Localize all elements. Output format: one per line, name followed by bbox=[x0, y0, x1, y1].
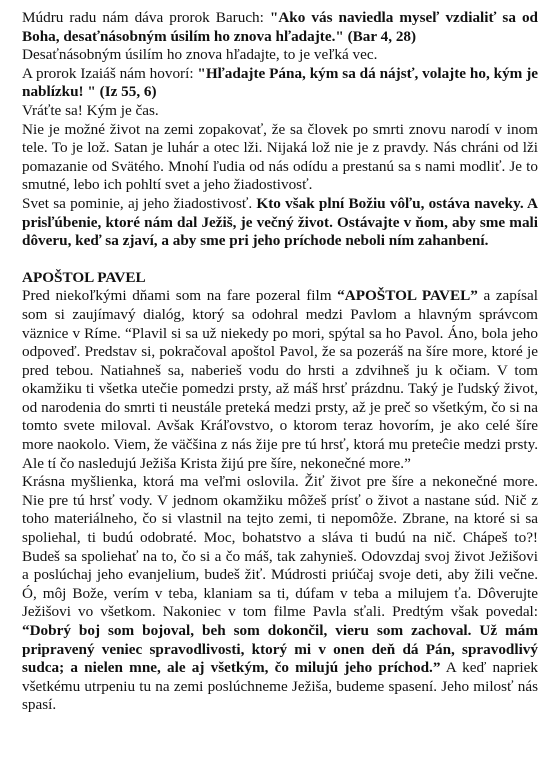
baruch-quote: "Ako vás naviedla myseľ vzdialiť sa od Boha, desaťnásobným úsilím ho znova hľadajte." (Bar 4, 28) bbox=[22, 9, 538, 45]
tenfold-effort-paragraph: Desaťnásobným úsilím ho znova hľadajte, to je veľká vec. bbox=[22, 46, 378, 64]
film-paragraph bbox=[22, 287, 538, 473]
baruch-paragraph bbox=[22, 9, 538, 46]
isaiah-intro-text: A prorok Izaiáš nám hovorí: bbox=[22, 64, 198, 82]
reincarnation-paragraph: Nie je možné život na zemi zopakovať, že sa človek po smrti znovu narodí v inom tele. To je lož. Satan je luhár a otec lži. Nijaká lož nie je z pravdy. Nás chráni od lži pomazanie od Svätého. Mnohí ľudia od nás odídu a prestanú sa s nami modliť. Je to smutné, lebo ich pohltí svet a jeho žiadostivosť. bbox=[22, 120, 538, 194]
return-paragraph: Vráťte sa! Kým je čas. bbox=[22, 101, 159, 119]
reflection-paragraph bbox=[22, 473, 538, 715]
film-intro-text: Pred niekoľkými dňami som na fare pozeral film bbox=[22, 287, 338, 305]
closing-text: A keď napriek všetkému utrpeniu tu na zemi poslúchneme Ježiša, budeme spasení. Jeho milosť nás spasí. bbox=[22, 659, 538, 714]
document-page bbox=[22, 9, 538, 715]
paul-quote: “Dobrý boj som bojoval, beh som dokončil, vieru som zachoval. Už mám pripravený veniec spravodlivosti, ktorý mi v onen deň dá Pán, spravodlivý sudca; a nielen mne, ale aj všetkým, čo milujú jeho príchod.” bbox=[22, 622, 538, 677]
isaiah-quote: "Hľadajte Pána, kým sa dá nájsť, volajte ho, kým je nablízku! " (Iz 55, 6) bbox=[22, 64, 538, 101]
section-heading: APOŠTOL PAVEL bbox=[22, 268, 146, 286]
world-passes-text: Svet sa pominie, aj jeho žiadostivosť. bbox=[22, 194, 257, 212]
section-spacer bbox=[22, 251, 538, 269]
isaiah-paragraph bbox=[22, 65, 538, 102]
world-passes-paragraph bbox=[22, 195, 538, 251]
baruch-intro-text: Múdru radu nám dáva prorok Baruch: bbox=[22, 9, 270, 26]
eternal-life-promise: Kto však plní Božiu vôľu, ostáva naveky. A prisľúbenie, ktoré nám dal Ježiš, je večný život. Ostávajte v ňom, aby sme mali dôveru, keď sa zjaví, a aby sme pri jeho príchode neboli ním zahanbení. bbox=[22, 194, 538, 250]
film-title: “APOŠTOL PAVEL” bbox=[337, 287, 478, 305]
reflection-text: Krásna myšlienka, ktorá ma veľmi oslovila. Žiť život pre šíre a nekonečné more. Nie pre tú hrsť vody. V jednom okamžiku môžeš prísť o život a nastane súd. Nič z toho materiálneho, čo si vlastnil na tejto zemi, ti nepomôže. Zbrane, na ktoré si sa spoliehal, ti budú odobraté. Moc, bohatstvo a sláva ti budú na nič. Chápeš to?! Budeš sa spoliehať na to, čo si a čo máš, tak zahynieš. Odovzdaj svoj život Ježišovi a poslúchaj jeho evanjelium, budeš žiť. Múdrosti priúčaj svoje deti, aby žili večne. Ó, môj Bože, verím v teba, klaniam sa ti, dúfam v teba a milujem ťa. Dôverujte Ježišovi vo všetkom. Nakoniec v tom filme Pavla sťali. Predtým však povedal: bbox=[22, 473, 538, 621]
film-dialogue-text: a zapísal som si zaujímavý dialóg, ktorý sa odohral medzi Pavlom a hlavným správcom väznice v Ríme. “Plavil si sa už niekedy po mori, spýtal sa ho Pavol. Áno, bola jeho odpoveď. Predstav si, pokračoval apoštol Pavol, že sa pozeráš na šíre more, ktoré je pred tebou. Natiahneš sa, naberieš vodu do hrsti a zdvihneš ju k očiam. V tom okamžiku ti všetka utečie pomedzi prsty, až máš hrsť prázdnu. Taký je ľudský život, od narodenia do smrti ti neustále preteká medzi prsty, až je preč so všetkým, čo si na tomto svete miloval. Avšak Kráľovstvo, o ktorom teraz hovorím, je ako celé šíre more naokolo. Viem, že väčšina z nás žije pre tú hrsť, ktorá mu preteĉie medzi prsty. Ale tí čo nasledujú Ježiša Krista žijú pre šíre, nekonečné more.” bbox=[22, 287, 538, 472]
